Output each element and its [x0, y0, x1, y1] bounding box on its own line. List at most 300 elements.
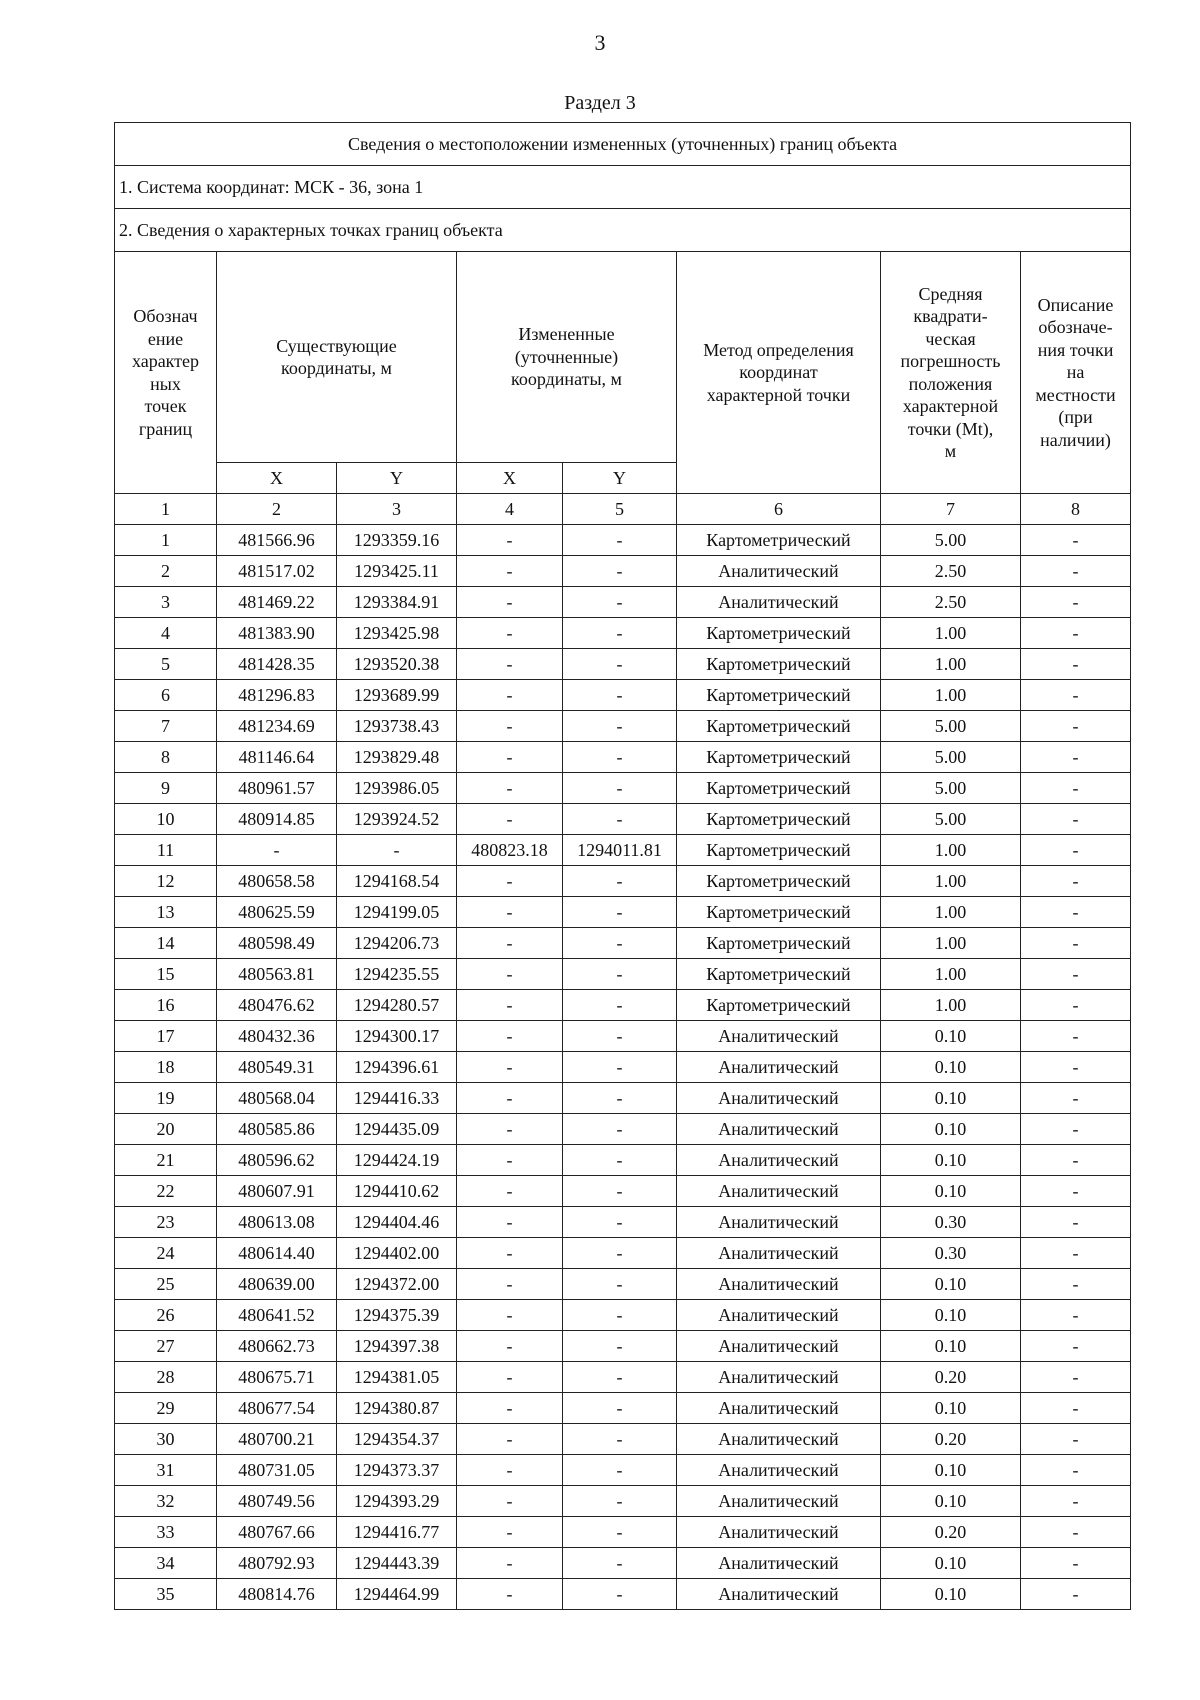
section-title: Раздел 3 — [564, 92, 636, 114]
cell-existing-y: 1294416.77 — [337, 1517, 457, 1548]
cell-changed-x: - — [457, 587, 563, 618]
table-row — [115, 990, 1131, 1021]
header-line: ных — [150, 373, 181, 394]
cell-changed-x: - — [457, 897, 563, 928]
cell-method: Аналитический — [677, 1207, 881, 1238]
cell-description: - — [1021, 928, 1131, 959]
cell-changed-x: - — [457, 1114, 563, 1145]
cell-existing-y: 1294372.00 — [337, 1269, 457, 1300]
cell-point-number: 27 — [115, 1331, 217, 1362]
coordinate-system: 1. Система координат: МСК - 36, зона 1 — [115, 166, 1131, 209]
column-number: 7 — [881, 494, 1021, 525]
cell-point-number: 5 — [115, 649, 217, 680]
cell-point-number: 19 — [115, 1083, 217, 1114]
header-changed-y: Y — [563, 463, 677, 494]
header-line: положения — [908, 373, 993, 394]
cell-description: - — [1021, 1207, 1131, 1238]
cell-changed-x: - — [457, 1362, 563, 1393]
cell-changed-y: - — [563, 649, 677, 680]
cell-changed-y: - — [563, 742, 677, 773]
header-line: квадрати- — [913, 306, 988, 326]
table-row — [115, 835, 1131, 866]
cell-existing-y: 1294168.54 — [337, 866, 457, 897]
cell-mean-square-error: 0.10 — [881, 1455, 1021, 1486]
cell-mean-square-error: 0.20 — [881, 1517, 1021, 1548]
cell-method: Аналитический — [677, 1579, 881, 1610]
cell-description: - — [1021, 1238, 1131, 1269]
cell-changed-x: - — [457, 1052, 563, 1083]
cell-point-number: 8 — [115, 742, 217, 773]
cell-point-number: 6 — [115, 680, 217, 711]
cell-existing-y: 1294354.37 — [337, 1424, 457, 1455]
cell-description: - — [1021, 1083, 1131, 1114]
cell-mean-square-error: 1.00 — [881, 680, 1021, 711]
header-changed-x: X — [457, 463, 563, 494]
cell-description: - — [1021, 804, 1131, 835]
cell-existing-y: 1293986.05 — [337, 773, 457, 804]
cell-existing-x: 480596.62 — [217, 1145, 337, 1176]
cell-description: - — [1021, 1579, 1131, 1610]
cell-existing-y: 1294443.39 — [337, 1548, 457, 1579]
table-row — [115, 1269, 1131, 1300]
cell-changed-x: - — [457, 1517, 563, 1548]
cell-changed-y: - — [563, 1269, 677, 1300]
header-designation — [115, 252, 217, 494]
cell-mean-square-error: 0.10 — [881, 1176, 1021, 1207]
cell-changed-x: - — [457, 1548, 563, 1579]
header-point-description — [1021, 252, 1131, 494]
cell-changed-y: - — [563, 1114, 677, 1145]
cell-description: - — [1021, 897, 1131, 928]
cell-changed-x: - — [457, 1300, 563, 1331]
cell-mean-square-error: 0.10 — [881, 1548, 1021, 1579]
cell-existing-y: 1293829.48 — [337, 742, 457, 773]
cell-description: - — [1021, 680, 1131, 711]
cell-description: - — [1021, 1393, 1131, 1424]
cell-existing-y: 1293359.16 — [337, 525, 457, 556]
cell-changed-x: - — [457, 711, 563, 742]
cell-changed-y: - — [563, 1300, 677, 1331]
cell-changed-x: - — [457, 990, 563, 1021]
cell-description: - — [1021, 866, 1131, 897]
cell-mean-square-error: 0.20 — [881, 1424, 1021, 1455]
cell-existing-x: 480625.59 — [217, 897, 337, 928]
cell-existing-x: 480731.05 — [217, 1455, 337, 1486]
cell-changed-y: 1294011.81 — [563, 835, 677, 866]
cell-existing-y: 1294280.57 — [337, 990, 457, 1021]
page-number: 3 — [594, 30, 606, 55]
cell-method: Картометрический — [677, 990, 881, 1021]
column-number: 1 — [115, 494, 217, 525]
cell-changed-x: - — [457, 928, 563, 959]
table-row — [115, 587, 1131, 618]
cell-mean-square-error: 1.00 — [881, 897, 1021, 928]
cell-mean-square-error: 0.10 — [881, 1331, 1021, 1362]
cell-mean-square-error: 0.10 — [881, 1579, 1021, 1610]
header-line: наличии) — [1040, 429, 1111, 450]
cell-existing-x: 480767.66 — [217, 1517, 337, 1548]
cell-method: Картометрический — [677, 649, 881, 680]
header-line: обозначе- — [1038, 317, 1113, 338]
cell-description: - — [1021, 990, 1131, 1021]
cell-existing-x: 480749.56 — [217, 1486, 337, 1517]
cell-mean-square-error: 1.00 — [881, 928, 1021, 959]
cell-point-number: 34 — [115, 1548, 217, 1579]
cell-changed-y: - — [563, 1145, 677, 1176]
cell-mean-square-error: 5.00 — [881, 711, 1021, 742]
cell-method: Картометрический — [677, 928, 881, 959]
cell-existing-y: 1293384.91 — [337, 587, 457, 618]
cell-existing-y: 1294375.39 — [337, 1300, 457, 1331]
cell-changed-y: - — [563, 866, 677, 897]
cell-point-number: 3 — [115, 587, 217, 618]
cell-changed-y: - — [563, 1579, 677, 1610]
cell-method: Картометрический — [677, 835, 881, 866]
cell-method: Аналитический — [677, 1486, 881, 1517]
cell-existing-x: 480432.36 — [217, 1021, 337, 1052]
cell-mean-square-error: 0.10 — [881, 1393, 1021, 1424]
cell-method: Картометрический — [677, 866, 881, 897]
cell-point-number: 4 — [115, 618, 217, 649]
cell-method: Картометрический — [677, 959, 881, 990]
cell-existing-x: 480563.81 — [217, 959, 337, 990]
cell-method: Аналитический — [677, 1114, 881, 1145]
cell-existing-x: 480658.58 — [217, 866, 337, 897]
cell-existing-x: 481234.69 — [217, 711, 337, 742]
cell-point-number: 18 — [115, 1052, 217, 1083]
cell-description: - — [1021, 1548, 1131, 1579]
header-line: погрешность — [900, 351, 1001, 371]
cell-point-number: 32 — [115, 1486, 217, 1517]
cell-description: - — [1021, 1331, 1131, 1362]
cell-existing-y: 1293738.43 — [337, 711, 457, 742]
cell-changed-y: - — [563, 587, 677, 618]
cell-point-number: 28 — [115, 1362, 217, 1393]
cell-changed-y: - — [563, 1331, 677, 1362]
header-line: точек — [144, 396, 187, 416]
cell-description: - — [1021, 742, 1131, 773]
table-row — [115, 1362, 1131, 1393]
cell-existing-y: - — [337, 835, 457, 866]
cell-changed-y: - — [563, 1207, 677, 1238]
cell-mean-square-error: 1.00 — [881, 866, 1021, 897]
cell-description: - — [1021, 1486, 1131, 1517]
cell-mean-square-error: 0.10 — [881, 1114, 1021, 1145]
cell-method: Аналитический — [677, 1548, 881, 1579]
header-line: точки (Mt), — [907, 418, 994, 439]
table-row — [115, 1176, 1131, 1207]
header-line: координат — [739, 362, 818, 383]
cell-point-number: 10 — [115, 804, 217, 835]
points-info-heading: 2. Сведения о характерных точках границ объекта — [115, 209, 1131, 252]
cell-existing-x: 480614.40 — [217, 1238, 337, 1269]
cell-existing-x: 481296.83 — [217, 680, 337, 711]
column-number: 5 — [563, 494, 677, 525]
cell-changed-y: - — [563, 711, 677, 742]
cell-existing-x: 480675.71 — [217, 1362, 337, 1393]
cell-changed-x: - — [457, 959, 563, 990]
cell-point-number: 11 — [115, 835, 217, 866]
cell-description: - — [1021, 773, 1131, 804]
table-row — [115, 1083, 1131, 1114]
cell-changed-x: - — [457, 680, 563, 711]
cell-mean-square-error: 1.00 — [881, 959, 1021, 990]
cell-existing-x: 481517.02 — [217, 556, 337, 587]
cell-existing-y: 1294424.19 — [337, 1145, 457, 1176]
cell-existing-x: - — [217, 835, 337, 866]
table-row — [115, 804, 1131, 835]
cell-existing-y: 1294464.99 — [337, 1579, 457, 1610]
header-changed-coordinates — [457, 252, 677, 463]
cell-description: - — [1021, 959, 1131, 990]
cell-existing-y: 1293425.11 — [337, 556, 457, 587]
cell-existing-x: 480568.04 — [217, 1083, 337, 1114]
cell-description: - — [1021, 1300, 1131, 1331]
cell-method: Аналитический — [677, 1362, 881, 1393]
cell-existing-y: 1293689.99 — [337, 680, 457, 711]
table-row — [115, 773, 1131, 804]
cell-existing-y: 1294410.62 — [337, 1176, 457, 1207]
cell-method: Аналитический — [677, 1300, 881, 1331]
cell-description: - — [1021, 1269, 1131, 1300]
header-existing-coordinates — [217, 252, 457, 463]
cell-changed-y: - — [563, 525, 677, 556]
cell-description: - — [1021, 1176, 1131, 1207]
table-row — [115, 1238, 1131, 1269]
cell-existing-x: 480961.57 — [217, 773, 337, 804]
cell-existing-x: 480639.00 — [217, 1269, 337, 1300]
header-line: Обознач — [133, 306, 198, 326]
cell-description: - — [1021, 1517, 1131, 1548]
column-number: 4 — [457, 494, 563, 525]
table-row — [115, 1486, 1131, 1517]
cell-existing-x: 480585.86 — [217, 1114, 337, 1145]
cell-point-number: 13 — [115, 897, 217, 928]
header-line: Существующие — [276, 335, 397, 356]
cell-method: Картометрический — [677, 525, 881, 556]
cell-existing-x: 481383.90 — [217, 618, 337, 649]
header-line: характерной точки — [706, 384, 851, 405]
table-row — [115, 618, 1131, 649]
cell-mean-square-error: 0.10 — [881, 1052, 1021, 1083]
cell-point-number: 21 — [115, 1145, 217, 1176]
cell-point-number: 31 — [115, 1455, 217, 1486]
cell-changed-x: - — [457, 1455, 563, 1486]
cell-changed-y: - — [563, 804, 677, 835]
cell-method: Картометрический — [677, 804, 881, 835]
cell-method: Картометрический — [677, 773, 881, 804]
cell-changed-x: - — [457, 1393, 563, 1424]
header-line: характерной — [902, 396, 999, 416]
cell-method: Картометрический — [677, 711, 881, 742]
cell-description: - — [1021, 835, 1131, 866]
cell-changed-y: - — [563, 1021, 677, 1052]
cell-method: Аналитический — [677, 556, 881, 587]
cell-method: Аналитический — [677, 1052, 881, 1083]
cell-description: - — [1021, 1145, 1131, 1176]
cell-description: - — [1021, 525, 1131, 556]
cell-existing-y: 1293425.98 — [337, 618, 457, 649]
cell-changed-y: - — [563, 680, 677, 711]
cell-description: - — [1021, 587, 1131, 618]
cell-mean-square-error: 0.30 — [881, 1238, 1021, 1269]
cell-mean-square-error: 1.00 — [881, 649, 1021, 680]
cell-point-number: 35 — [115, 1579, 217, 1610]
cell-changed-x: - — [457, 1424, 563, 1455]
cell-existing-y: 1293924.52 — [337, 804, 457, 835]
cell-method: Аналитический — [677, 1021, 881, 1052]
cell-changed-y: - — [563, 928, 677, 959]
cell-changed-x: - — [457, 525, 563, 556]
cell-point-number: 29 — [115, 1393, 217, 1424]
cell-changed-x: - — [457, 1207, 563, 1238]
header-line: местности — [1035, 384, 1116, 405]
cell-description: - — [1021, 556, 1131, 587]
table-row — [115, 1052, 1131, 1083]
cell-mean-square-error: 0.10 — [881, 1269, 1021, 1300]
cell-mean-square-error: 1.00 — [881, 835, 1021, 866]
cell-changed-y: - — [563, 897, 677, 928]
cell-point-number: 20 — [115, 1114, 217, 1145]
cell-existing-x: 480792.93 — [217, 1548, 337, 1579]
header-line: границ — [138, 418, 193, 439]
cell-changed-y: - — [563, 1548, 677, 1579]
cell-existing-y: 1294402.00 — [337, 1238, 457, 1269]
cell-method: Аналитический — [677, 1083, 881, 1114]
table-row — [115, 1300, 1131, 1331]
cell-changed-y: - — [563, 1486, 677, 1517]
cell-method: Аналитический — [677, 1455, 881, 1486]
cell-changed-x: - — [457, 556, 563, 587]
table-row — [115, 1145, 1131, 1176]
cell-description: - — [1021, 1455, 1131, 1486]
cell-method: Картометрический — [677, 680, 881, 711]
cell-existing-x: 480914.85 — [217, 804, 337, 835]
header-line: м — [944, 441, 957, 461]
table-row — [115, 1331, 1131, 1362]
cell-existing-x: 481146.64 — [217, 742, 337, 773]
table-row — [115, 711, 1131, 742]
cell-existing-y: 1294416.33 — [337, 1083, 457, 1114]
cell-changed-x: - — [457, 1145, 563, 1176]
cell-existing-x: 480700.21 — [217, 1424, 337, 1455]
cell-method: Картометрический — [677, 742, 881, 773]
cell-mean-square-error: 5.00 — [881, 742, 1021, 773]
table-row — [115, 897, 1131, 928]
cell-changed-x: - — [457, 742, 563, 773]
cell-mean-square-error: 0.30 — [881, 1207, 1021, 1238]
table-row — [115, 1021, 1131, 1052]
cell-point-number: 33 — [115, 1517, 217, 1548]
cell-existing-y: 1294206.73 — [337, 928, 457, 959]
cell-point-number: 30 — [115, 1424, 217, 1455]
cell-existing-y: 1294373.37 — [337, 1455, 457, 1486]
cell-method: Картометрический — [677, 897, 881, 928]
cell-description: - — [1021, 1114, 1131, 1145]
header-line: координаты, м — [511, 369, 622, 390]
boundary-points-table — [114, 122, 1131, 1610]
table-body — [115, 525, 1131, 1610]
header-existing-x: X — [217, 463, 337, 494]
cell-changed-x: - — [457, 1176, 563, 1207]
cell-description: - — [1021, 649, 1131, 680]
column-number: 3 — [337, 494, 457, 525]
cell-point-number: 25 — [115, 1269, 217, 1300]
cell-existing-x: 480476.62 — [217, 990, 337, 1021]
cell-existing-y: 1294397.38 — [337, 1331, 457, 1362]
cell-changed-y: - — [563, 1455, 677, 1486]
cell-changed-y: - — [563, 1362, 677, 1393]
cell-existing-x: 480814.76 — [217, 1579, 337, 1610]
header-line: ческая — [925, 328, 976, 349]
cell-existing-x: 480641.52 — [217, 1300, 337, 1331]
cell-existing-x: 481428.35 — [217, 649, 337, 680]
cell-mean-square-error: 0.10 — [881, 1145, 1021, 1176]
cell-existing-x: 481566.96 — [217, 525, 337, 556]
cell-description: - — [1021, 1052, 1131, 1083]
cell-changed-y: - — [563, 1238, 677, 1269]
cell-existing-y: 1294396.61 — [337, 1052, 457, 1083]
cell-changed-y: - — [563, 618, 677, 649]
cell-existing-y: 1294199.05 — [337, 897, 457, 928]
cell-method: Аналитический — [677, 1393, 881, 1424]
cell-changed-y: - — [563, 990, 677, 1021]
cell-mean-square-error: 1.00 — [881, 618, 1021, 649]
cell-description: - — [1021, 711, 1131, 742]
cell-changed-x: - — [457, 649, 563, 680]
header-line: Измененные — [518, 324, 615, 345]
cell-description: - — [1021, 1424, 1131, 1455]
header-line: на — [1066, 362, 1085, 383]
cell-changed-x: - — [457, 804, 563, 835]
cell-description: - — [1021, 618, 1131, 649]
cell-existing-y: 1293520.38 — [337, 649, 457, 680]
cell-changed-y: - — [563, 1393, 677, 1424]
column-number: 2 — [217, 494, 337, 525]
cell-changed-x: - — [457, 1083, 563, 1114]
cell-point-number: 23 — [115, 1207, 217, 1238]
table-row — [115, 649, 1131, 680]
cell-changed-x: - — [457, 1486, 563, 1517]
cell-existing-y: 1294404.46 — [337, 1207, 457, 1238]
cell-changed-y: - — [563, 959, 677, 990]
table-row — [115, 742, 1131, 773]
table-row — [115, 1207, 1131, 1238]
cell-method: Картометрический — [677, 618, 881, 649]
column-numbers-row — [115, 494, 1131, 525]
cell-mean-square-error: 0.20 — [881, 1362, 1021, 1393]
header-line: характер — [131, 351, 200, 371]
cell-mean-square-error: 5.00 — [881, 804, 1021, 835]
cell-point-number: 7 — [115, 711, 217, 742]
cell-point-number: 1 — [115, 525, 217, 556]
table-row — [115, 1114, 1131, 1145]
cell-existing-y: 1294381.05 — [337, 1362, 457, 1393]
header-line: ение — [147, 328, 184, 349]
table-row — [115, 556, 1131, 587]
cell-changed-x: - — [457, 1269, 563, 1300]
cell-point-number: 26 — [115, 1300, 217, 1331]
cell-existing-x: 480613.08 — [217, 1207, 337, 1238]
header-line: Метод определения — [703, 339, 854, 360]
table-row — [115, 680, 1131, 711]
header-method — [677, 252, 881, 494]
table-row — [115, 1455, 1131, 1486]
cell-method: Аналитический — [677, 1269, 881, 1300]
cell-mean-square-error: 0.10 — [881, 1486, 1021, 1517]
cell-changed-x: - — [457, 1021, 563, 1052]
cell-existing-x: 480598.49 — [217, 928, 337, 959]
